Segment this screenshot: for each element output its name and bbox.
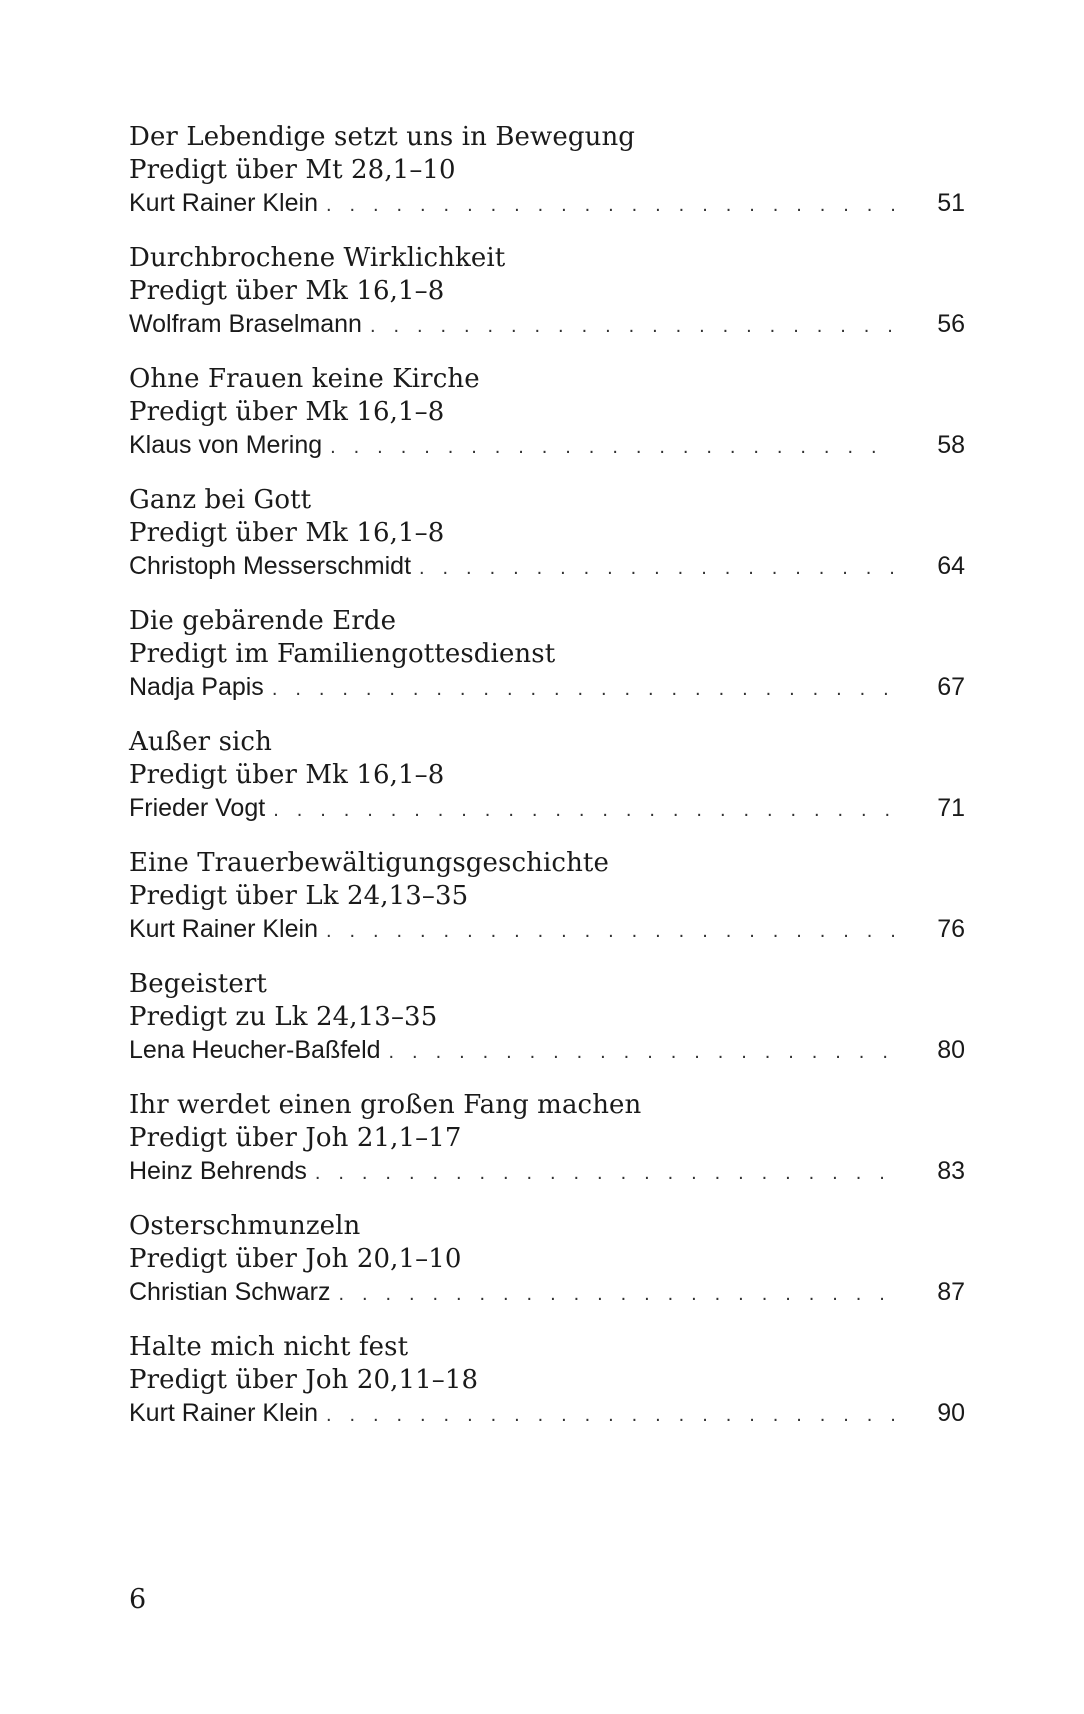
entry-author-line (129, 187, 965, 220)
entry-author: Nadja Papis (129, 673, 264, 701)
entry-page-number: 58 (937, 431, 965, 459)
entry-title: Ihr werdet einen großen Fang machen (129, 1090, 642, 1120)
entry-title: Ganz bei Gott (129, 485, 312, 515)
toc-entry[interactable] (129, 363, 965, 462)
dot-leader (330, 431, 895, 464)
entry-page-number: 76 (937, 915, 965, 943)
entry-page-number: 71 (937, 794, 965, 822)
entry-subtitle: Predigt über Mk 16,1–8 (129, 397, 445, 427)
entry-subtitle: Predigt über Lk 24,13–35 (129, 881, 469, 911)
entry-author: Christoph Messerschmidt (129, 552, 412, 580)
entry-subtitle: Predigt über Joh 20,1–10 (129, 1244, 462, 1274)
toc-entry[interactable] (129, 726, 965, 825)
entry-subtitle: Predigt zu Lk 24,13–35 (129, 1002, 438, 1032)
entry-author-line (129, 429, 965, 462)
entry-title: Osterschmunzeln (129, 1211, 361, 1241)
dot-leader (326, 915, 895, 948)
entry-title: Eine Trauerbewältigungsgeschichte (129, 848, 609, 878)
dot-leader (389, 1036, 895, 1069)
entry-title: Außer sich (129, 727, 272, 757)
entry-author-line (129, 550, 965, 583)
dot-leader (326, 1399, 895, 1432)
entry-author-line (129, 1276, 965, 1309)
entry-author-line (129, 1155, 965, 1188)
toc-entry[interactable] (129, 242, 965, 341)
entry-author: Kurt Rainer Klein (129, 189, 318, 217)
toc-entry[interactable] (129, 1331, 965, 1430)
entry-page-number: 87 (937, 1278, 965, 1306)
entry-subtitle: Predigt im Familiengottesdienst (129, 639, 556, 669)
entry-subtitle: Predigt über Joh 20,11–18 (129, 1365, 479, 1395)
entry-author-line (129, 1397, 965, 1430)
entry-author-line (129, 792, 965, 825)
entry-author: Wolfram Braselmann (129, 310, 362, 338)
entry-title: Halte mich nicht fest (129, 1332, 409, 1362)
dot-leader (326, 189, 895, 222)
toc-entry[interactable] (129, 968, 965, 1067)
entry-page-number: 56 (937, 310, 965, 338)
entry-title: Die gebärende Erde (129, 606, 397, 636)
entry-author-line (129, 308, 965, 341)
dot-leader (370, 310, 895, 343)
entry-page-number: 67 (937, 673, 965, 701)
toc-entry[interactable] (129, 121, 965, 220)
entry-title: Begeistert (129, 969, 267, 999)
entry-subtitle: Predigt über Mk 16,1–8 (129, 760, 445, 790)
entry-page-number: 83 (937, 1157, 965, 1185)
entry-author: Kurt Rainer Klein (129, 1399, 318, 1427)
entry-subtitle: Predigt über Mk 16,1–8 (129, 518, 445, 548)
entry-author: Heinz Behrends (129, 1157, 307, 1185)
dot-leader (315, 1157, 895, 1190)
entry-author: Klaus von Mering (129, 431, 323, 459)
entry-title: Der Lebendige setzt uns in Bewegung (129, 122, 636, 152)
dot-leader (338, 1278, 895, 1311)
toc-entry[interactable] (129, 847, 965, 946)
entry-author-line (129, 671, 965, 704)
entry-author: Christian Schwarz (129, 1278, 331, 1306)
entry-author-line (129, 1034, 965, 1067)
entry-author-line (129, 913, 965, 946)
entry-subtitle: Predigt über Joh 21,1–17 (129, 1123, 462, 1153)
entry-page-number: 90 (937, 1399, 965, 1427)
toc-entry[interactable] (129, 484, 965, 583)
entry-title: Ohne Frauen keine Kirche (129, 364, 480, 394)
toc-entry[interactable] (129, 1210, 965, 1309)
toc-entry[interactable] (129, 605, 965, 704)
entry-author: Frieder Vogt (129, 794, 266, 822)
entry-page-number: 51 (937, 189, 965, 217)
entry-subtitle: Predigt über Mk 16,1–8 (129, 276, 445, 306)
table-of-contents (129, 121, 965, 1452)
entry-subtitle: Predigt über Mt 28,1–10 (129, 155, 456, 185)
entry-page-number: 80 (937, 1036, 965, 1064)
entry-page-number: 64 (937, 552, 965, 580)
dot-leader (419, 552, 895, 585)
toc-entry[interactable] (129, 1089, 965, 1188)
dot-leader (273, 794, 895, 827)
entry-author: Lena Heucher-Baßfeld (129, 1036, 381, 1064)
page-number: 6 (129, 1584, 147, 1615)
entry-author: Kurt Rainer Klein (129, 915, 318, 943)
dot-leader (272, 673, 895, 706)
entry-title: Durchbrochene Wirklichkeit (129, 243, 506, 273)
